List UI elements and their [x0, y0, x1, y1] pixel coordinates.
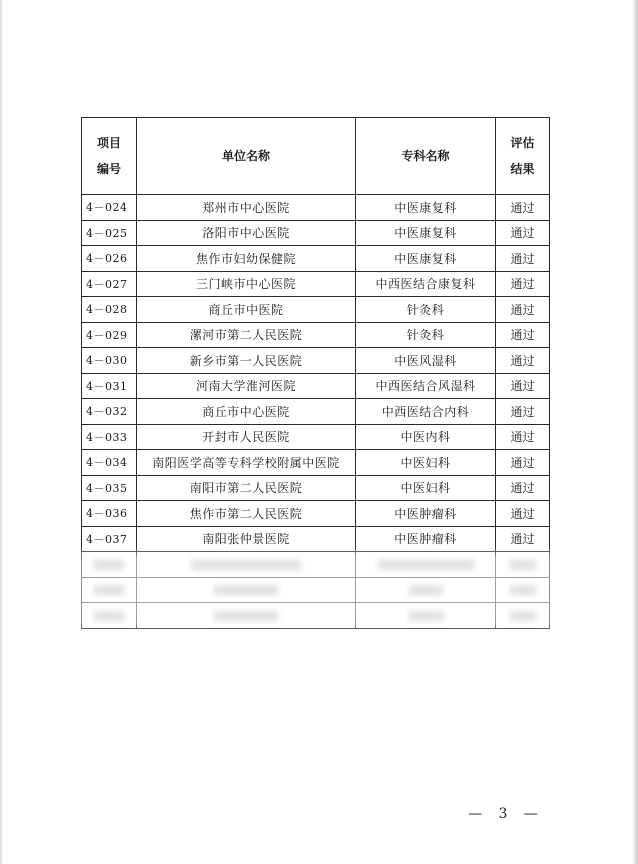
header-item-code: [82, 118, 137, 195]
table-row: [82, 399, 550, 425]
specialty-name: 针灸科: [356, 297, 496, 323]
hospital-name: 漯河市第二人民医院: [137, 322, 356, 348]
redacted-cell: [82, 577, 137, 603]
item-code: 4－037: [82, 526, 137, 552]
header-result-line2: 结果: [510, 162, 535, 176]
table-row: [82, 297, 550, 323]
table-row: [82, 322, 550, 348]
specialty-name: 中医康复科: [356, 195, 496, 221]
specialty-name: 中医肿瘤科: [356, 501, 496, 527]
specialty-name: 中医妇科: [356, 450, 496, 476]
item-code: 4－025: [82, 220, 137, 246]
redacted-cell: [137, 577, 356, 603]
table-row: [82, 475, 550, 501]
evaluation-result: 通过: [496, 220, 550, 246]
redacted-cell: [496, 577, 550, 603]
table-row: [82, 424, 550, 450]
item-code: 4－024: [82, 195, 137, 221]
redacted-cell: [356, 577, 496, 603]
table-row: [82, 373, 550, 399]
specialty-name: 中西医结合内科: [356, 399, 496, 425]
item-code: 4－035: [82, 475, 137, 501]
item-code: 4－036: [82, 501, 137, 527]
evaluation-result: 通过: [496, 195, 550, 221]
table-row: [82, 501, 550, 527]
hospital-name: 焦作市第二人民医院: [137, 501, 356, 527]
evaluation-result: 通过: [496, 246, 550, 272]
hospital-name: 焦作市妇幼保健院: [137, 246, 356, 272]
item-code: 4－029: [82, 322, 137, 348]
evaluation-result: 通过: [496, 373, 550, 399]
redacted-cell: [137, 552, 356, 578]
item-code: 4－027: [82, 271, 137, 297]
hospital-name: 洛阳市中心医院: [137, 220, 356, 246]
header-specialty-name: 专科名称: [356, 118, 496, 195]
specialty-name: 中西医结合康复科: [356, 271, 496, 297]
specialty-name: 中医肿瘤科: [356, 526, 496, 552]
table-row: [82, 526, 550, 552]
redacted-cell: [496, 552, 550, 578]
evaluation-result: 通过: [496, 322, 550, 348]
table-row: [82, 220, 550, 246]
evaluation-result: 通过: [496, 526, 550, 552]
page-edge-shadow-right: [632, 0, 638, 864]
hospital-name: 三门峡市中心医院: [137, 271, 356, 297]
header-result-line1: 评估: [510, 136, 535, 150]
hospital-name: 南阳医学高等专科学校附属中医院: [137, 450, 356, 476]
redacted-cell: [82, 552, 137, 578]
redacted-cell: [356, 552, 496, 578]
specialty-name: 中医妇科: [356, 475, 496, 501]
redacted-row: [82, 577, 550, 603]
hospital-name: 商丘市中医院: [137, 297, 356, 323]
table-row: [82, 348, 550, 374]
redacted-cell: [137, 603, 356, 629]
header-hospital-name: 单位名称: [137, 118, 356, 195]
hospital-name: 南阳市第二人民医院: [137, 475, 356, 501]
evaluation-result: 通过: [496, 348, 550, 374]
evaluation-result: 通过: [496, 399, 550, 425]
redacted-row: [82, 552, 550, 578]
page-number: — 3 —: [468, 806, 544, 822]
table-row: [82, 195, 550, 221]
table-header-row: [82, 118, 550, 195]
hospital-name: 南阳张仲景医院: [137, 526, 356, 552]
header-result: [496, 118, 550, 195]
redacted-cell: [496, 603, 550, 629]
item-code: 4－026: [82, 246, 137, 272]
evaluation-result: 通过: [496, 424, 550, 450]
evaluation-result: 通过: [496, 475, 550, 501]
specialty-name: 针灸科: [356, 322, 496, 348]
hospital-name: 开封市人民医院: [137, 424, 356, 450]
item-code: 4－030: [82, 348, 137, 374]
header-code-line1: 项目: [96, 136, 121, 150]
evaluation-result: 通过: [496, 297, 550, 323]
table-row: [82, 246, 550, 272]
redacted-cell: [82, 603, 137, 629]
evaluation-result: 通过: [496, 271, 550, 297]
item-code: 4－034: [82, 450, 137, 476]
redacted-cell: [356, 603, 496, 629]
item-code: 4－031: [82, 373, 137, 399]
item-code: 4－033: [82, 424, 137, 450]
specialty-name: 中医风湿科: [356, 348, 496, 374]
header-code-line2: 编号: [96, 162, 121, 176]
item-code: 4－028: [82, 297, 137, 323]
evaluation-result: 通过: [496, 450, 550, 476]
table-row: [82, 450, 550, 476]
specialty-name: 中医康复科: [356, 220, 496, 246]
specialty-name: 中医康复科: [356, 246, 496, 272]
specialty-name: 中西医结合风湿科: [356, 373, 496, 399]
specialty-name: 中医内科: [356, 424, 496, 450]
hospital-name: 新乡市第一人民医院: [137, 348, 356, 374]
hospital-name: 河南大学淮河医院: [137, 373, 356, 399]
hospital-name: 郑州市中心医院: [137, 195, 356, 221]
page-edge-shadow-left: [0, 0, 3, 864]
evaluation-result: 通过: [496, 501, 550, 527]
table-row: [82, 271, 550, 297]
redacted-row: [82, 603, 550, 629]
item-code: 4－032: [82, 399, 137, 425]
evaluation-results-table: [81, 117, 550, 629]
hospital-name: 商丘市中心医院: [137, 399, 356, 425]
